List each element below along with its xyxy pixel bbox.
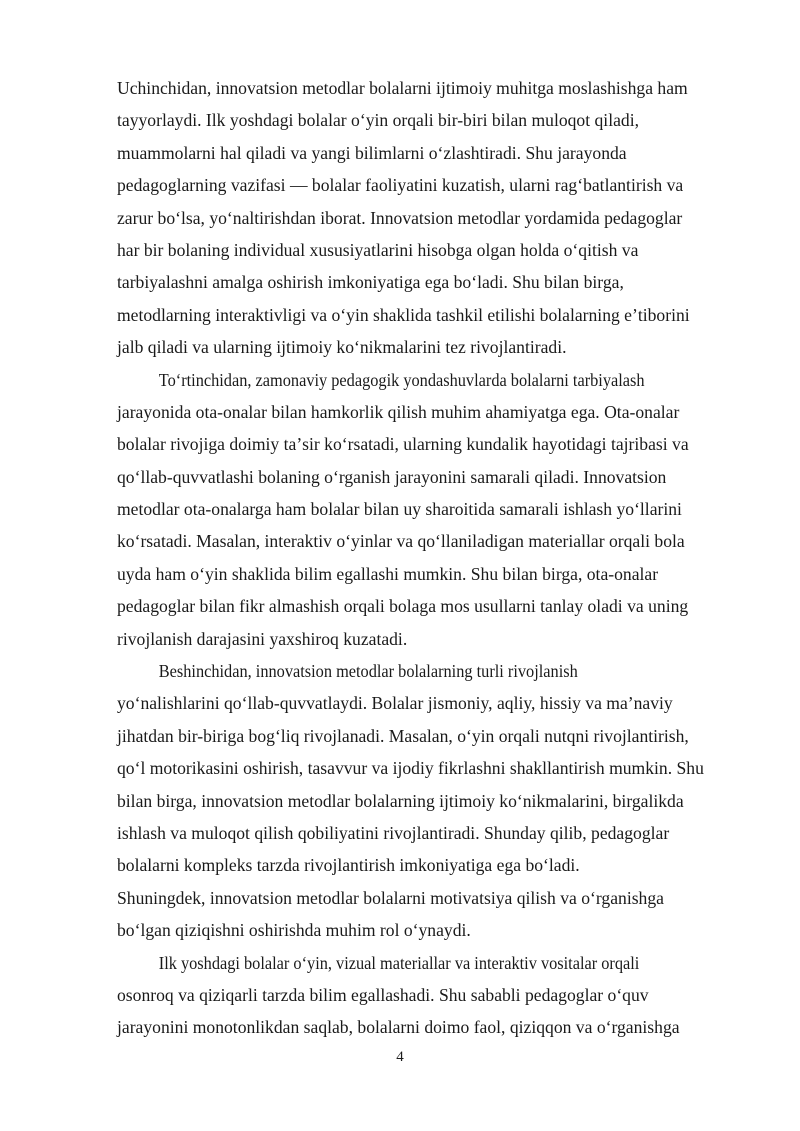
text-line: yoʻnalishlarini qoʻllab-quvvatlaydi. Bolalar jismoniy, aqliy, hissiy va maʼnaviy bbox=[117, 693, 673, 714]
text-line: boʻlgan qiziqishni oshirishda muhim rol oʻynaydi. bbox=[117, 920, 471, 941]
text-line: Ilk yoshdagi bolalar oʻyin, vizual materiallar va interaktiv vositalar orqali bbox=[158, 952, 640, 973]
text-line: Beshinchidan, innovatsion metodlar bolalarning turli rivojlanish bbox=[158, 661, 578, 682]
text-line: tarbiyalashni amalga oshirish imkoniyatiga ega boʻladi. Shu bilan birga, bbox=[117, 272, 624, 293]
text-line: bolalar rivojiga doimiy taʼsir koʻrsatadi, ularning kundalik hayotidagi tajribasi va bbox=[117, 434, 689, 455]
text-line: qoʻl motorikasini oshirish, tasavvur va ijodiy fikrlashni shakllantirish mumkin. Shu bbox=[117, 758, 704, 779]
text-line: uyda ham oʻyin shaklida bilim egallashi mumkin. Shu bilan birga, ota-onalar bbox=[117, 563, 659, 584]
text-line: pedagoglarning vazifasi — bolalar faoliyatini kuzatish, ularni ragʻbatlantirish va bbox=[117, 175, 684, 196]
text-line: pedagoglar bilan fikr almashish orqali bolaga mos usullarni tanlay oladi va uning bbox=[117, 596, 689, 617]
text-line: muammolarni hal qiladi va yangi bilimlarni oʻzlashtiradi. Shu jarayonda bbox=[117, 142, 627, 163]
text-line: bilan birga, innovatsion metodlar bolalarning ijtimoiy koʻnikmalarini, birgalikda bbox=[117, 790, 684, 811]
text-line: Uchinchidan, innovatsion metodlar bolalarni ijtimoiy muhitga moslashishga ham bbox=[117, 78, 688, 98]
text-line: jihatdan bir-biriga bogʻliq rivojlanadi. Masalan, oʻyin orqali nutqni rivojlantirish, bbox=[117, 725, 689, 746]
text-line: bolalarni kompleks tarzda rivojlantirish imkoniyatiga ega boʻladi. bbox=[117, 855, 580, 876]
text-line: koʻrsatadi. Masalan, interaktiv oʻyinlar va qoʻllaniladigan materiallar orqali bola bbox=[117, 531, 685, 552]
text-line: metodlar ota-onalarga ham bolalar bilan uy sharoitida samarali ishlash yoʻllarini bbox=[117, 499, 682, 520]
text-line: qoʻllab-quvvatlashi bolaning oʻrganish jarayonini samarali qiladi. Innovatsion bbox=[117, 466, 667, 487]
text-line: jalb qiladi va ularning ijtimoiy koʻnikmalarini tez rivojlantiradi. bbox=[117, 337, 567, 358]
text-line: tayyorlaydi. Ilk yoshdagi bolalar oʻyin orqali bir-biri bilan muloqot qiladi, bbox=[117, 110, 639, 131]
text-line: Toʻrtinchidan, zamonaviy pedagogik yondashuvlarda bolalarni tarbiyalash bbox=[158, 369, 645, 390]
text-line: osonroq va qiziqarli tarzda bilim egallashadi. Shu sababli pedagoglar oʻquv bbox=[117, 984, 649, 1005]
text-line: jarayonida ota-onalar bilan hamkorlik qilish muhim ahamiyatga ega. Ota-onalar bbox=[117, 401, 680, 422]
page-number: 4 bbox=[396, 1049, 404, 1065]
text-line: metodlarning interaktivligi va oʻyin shaklida tashkil etilishi bolalarning eʼtiborini bbox=[117, 304, 690, 325]
text-line: ishlash va muloqot qilish qobiliyatini rivojlantiradi. Shunday qilib, pedagoglar bbox=[117, 823, 670, 844]
text-line: zarur boʻlsa, yoʻnaltirishdan iborat. Innovatsion metodlar yordamida pedagoglar bbox=[117, 207, 683, 228]
text-line: Shuningdek, innovatsion metodlar bolalarni motivatsiya qilish va oʻrganishga bbox=[117, 887, 664, 908]
text-line: har bir bolaning individual xususiyatlarini hisobga olgan holda oʻqitish va bbox=[117, 239, 639, 260]
text-line: jarayonini monotonlikdan saqlab, bolalarni doimo faol, qiziqqon va oʻrganishga bbox=[117, 1017, 680, 1038]
body-text bbox=[117, 72, 742, 1044]
text-line: rivojlanish darajasini yaxshiroq kuzatadi. bbox=[117, 628, 408, 649]
